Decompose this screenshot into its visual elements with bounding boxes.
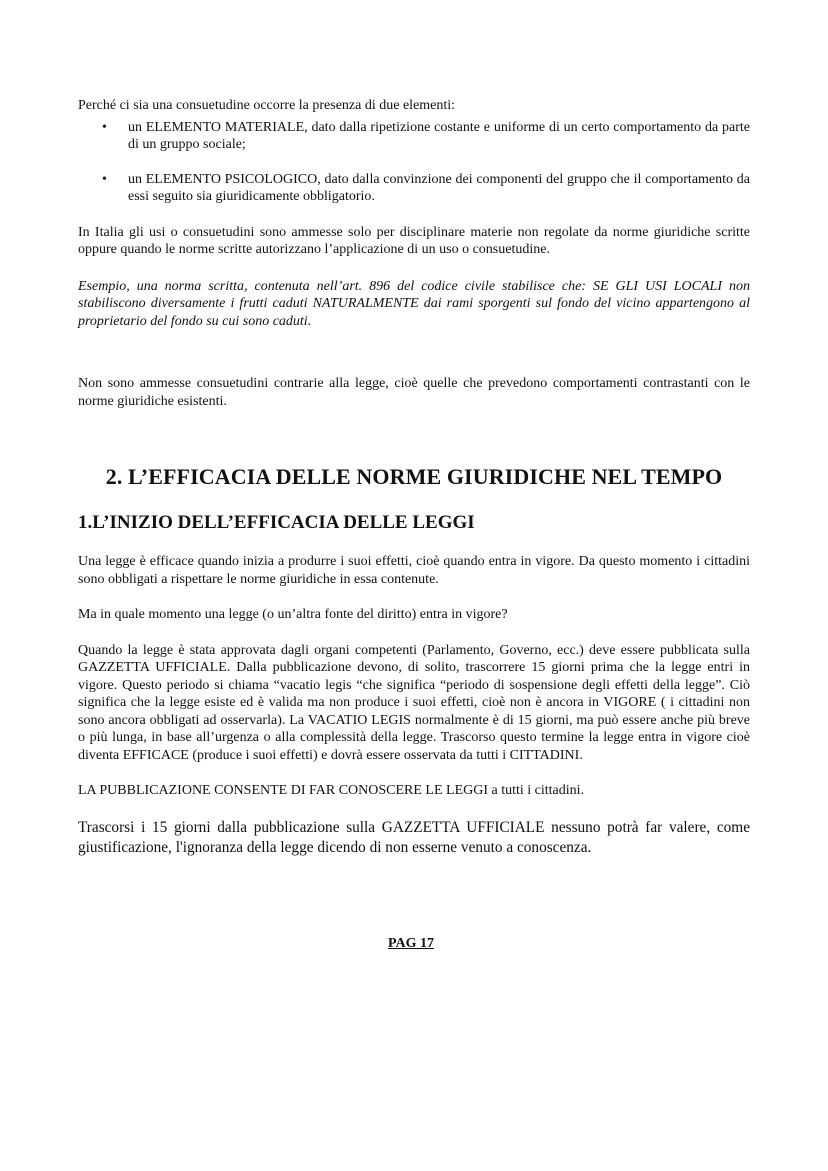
italy-paragraph: In Italia gli usi o consuetudini sono ammesse solo per disciplinare materie non regolate da norme giuridiche scritte oppure quando le norme scritte autorizzano l’applicazione di un uso o consuetudine. xyxy=(78,224,750,257)
document-page xyxy=(78,97,750,858)
elements-list xyxy=(78,119,750,206)
paragraph-vacatio-legis: Quando la legge è stata approvata dagli organi competenti (Parlamento, Governo, ecc.) deve essere pubblicata sulla GAZZETTA UFFICIALE. Dalla pubblicazione devono, di solito, trascorrere 15 giorni prima che la legge entri in vigore. Questo periodo si chiama “vacatio legis “che significa “periodo di sospensione degli effetti della legge”. Ciò significa che la legge esiste ed è valida ma non produce i suoi effetti, cioè non è ancora in VIGORE ( i cittadini non sono ancora obbligati ad osservarla). La VACATIO LEGIS normalmente è di 15 giorni, ma può essere anche più breve o più lunga, in base all’urgenza o alla complessità della legge. Trascorso questo termine la legge entra in vigore cioè diventa EFFICACE (produce i suoi effetti) e dovrà essere osservata da tutti i CITTADINI. xyxy=(78,642,750,763)
intro-text: Perché ci sia una consuetudine occorre la presenza di due elementi: xyxy=(78,98,456,113)
contrary-paragraph: Non sono ammesse consuetudini contrarie alla legge, cioè quelle che prevedono comportamenti contrastanti con le norme giuridiche esistenti. xyxy=(78,376,750,409)
paragraph-pubblicazione: LA PUBBLICAZIONE CONSENTE DI FAR CONOSCERE LE LEGGI a tutti i cittadini. xyxy=(78,783,585,798)
example-paragraph: Esempio, una norma scritta, contenuta nell’art. 896 del codice civile stabilisce che: SE GLI USI LOCALI non stabiliscono diversamente i frutti caduti NATURALMENTE dai rami sporgenti sul fondo del vicino appartengono al proprietario del fondo su cui sono caduti. xyxy=(78,278,750,329)
section-title: 2. L’EFFICACIA DELLE NORME GIURIDICHE NEL TEMPO xyxy=(105,464,723,489)
list-item xyxy=(78,171,750,206)
paragraph-efficacia: Una legge è efficace quando inizia a produrre i suoi effetti, cioè quando entra in vigore. Da questo momento i cittadini sono obbligati a rispettare le norme giuridiche in essa contenute. xyxy=(78,554,750,587)
list-item xyxy=(78,119,750,154)
bullet-icon: • xyxy=(102,171,107,187)
paragraph-question: Ma in quale momento una legge (o un’altra fonte del diritto) entra in vigore? xyxy=(78,607,508,622)
list-item-text: un ELEMENTO MATERIALE, dato dalla ripetizione costante e uniforme di un certo comportamento da parte di un gruppo sociale; xyxy=(128,119,750,152)
paragraph-ignoranza: Trascorsi i 15 giorni dalla pubblicazione sulla GAZZETTA UFFICIALE nessuno potrà far valere, come giustificazione, l'ignoranza della legge dicendo di non esserne venuto a conoscenza. xyxy=(78,818,750,856)
list-item-text: un ELEMENTO PSICOLOGICO, dato dalla convinzione dei componenti del gruppo che il comportamento da essi seguito sia giuridicamente obbligatorio. xyxy=(128,171,750,204)
bullet-icon: • xyxy=(102,119,107,135)
page-number: PAG 17 xyxy=(388,936,435,951)
subsection-title: 1.L’INIZIO DELL’EFFICACIA DELLE LEGGI xyxy=(78,512,475,533)
